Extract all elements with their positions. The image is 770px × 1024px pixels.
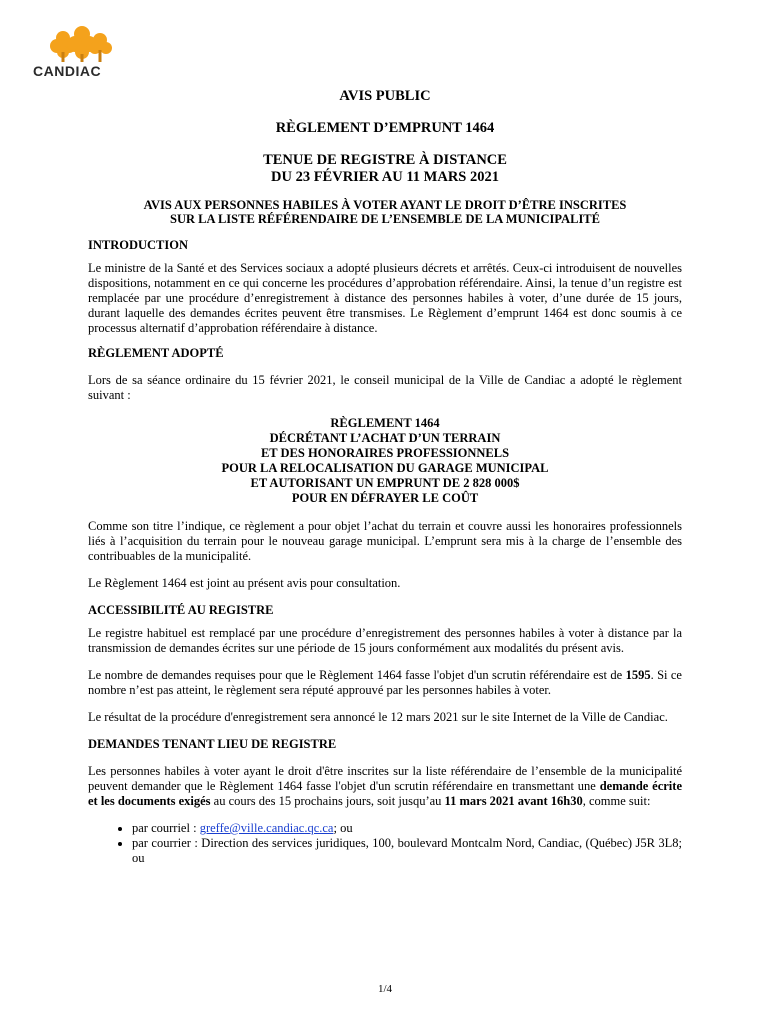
text-fragment: . Si ce nombre n’est pas atteint, le règlement sera réputé approuvé par les personnes habiles à voter. bbox=[88, 668, 682, 697]
list-item-email bbox=[132, 821, 682, 836]
rule-title-line: POUR EN DÉFRAYER LE COÛT bbox=[291, 491, 479, 505]
rule-title-line: ET DES HONORAIRES PROFESSIONNELS bbox=[260, 446, 510, 460]
section-heading-introduction: INTRODUCTION bbox=[88, 238, 189, 252]
doc-title: AVIS PUBLIC bbox=[339, 88, 431, 104]
doc-subtitle-2: SUR LA LISTE RÉFÉRENDAIRE DE L’ENSEMBLE DE LA MUNICIPALITÉ bbox=[170, 212, 600, 226]
text-fragment: par courriel : bbox=[132, 821, 200, 835]
section-heading-access: ACCESSIBILITÉ AU REGISTRE bbox=[88, 603, 274, 617]
page-number: 1/4 bbox=[377, 983, 393, 995]
text-fragment: , comme suit: bbox=[582, 794, 651, 808]
paragraph-rule-object: Comme son titre l’indique, ce règlement a pour objet l’achat du terrain et couvre aussi les honoraires professionnels liés à l’acquisition du terrain pour le nouveau garage municipal. L’emprunt sera mis à la charge de l’ensemble des contribuables de la municipalité. bbox=[88, 519, 682, 563]
document-body bbox=[88, 88, 682, 866]
rule-title-block bbox=[88, 416, 682, 506]
rule-title-line: POUR LA RELOCALISATION DU GARAGE MUNICIPAL bbox=[221, 461, 549, 475]
bold-deadline: 11 mars 2021 avant 16h30 bbox=[444, 794, 583, 808]
submission-methods-list bbox=[88, 821, 682, 866]
paragraph-access-2 bbox=[88, 668, 682, 698]
doc-title-registre: TENUE DE REGISTRE À DISTANCE bbox=[263, 152, 507, 168]
paragraph-access-3: Le résultat de la procédure d'enregistrement sera annoncé le 12 mars 2021 sur le site Internet de la Ville de Candiac. bbox=[88, 710, 668, 724]
paragraph-access-1: Le registre habituel est remplacé par une procédure d’enregistrement des personnes habiles à voter à distance par la transmission de demandes écrites sur une période de 15 jours conformément aux modalités du présent avis. bbox=[88, 626, 682, 655]
bold-required-docs: demande écrite et les documents exigés bbox=[88, 779, 682, 808]
doc-title-reglement: RÈGLEMENT D’EMPRUNT 1464 bbox=[275, 120, 495, 136]
section-heading-requests: DEMANDES TENANT LIEU DE REGISTRE bbox=[88, 737, 337, 751]
rule-title-line: ET AUTORISANT UN EMPRUNT DE 2 828 000$ bbox=[250, 476, 520, 490]
required-requests-count: 1595 bbox=[625, 668, 651, 682]
doc-subtitle-1: AVIS AUX PERSONNES HABILES À VOTER AYANT LE DROIT D’ÊTRE INSCRITES bbox=[143, 198, 627, 212]
paragraph-introduction: Le ministre de la Santé et des Services sociaux a adopté plusieurs décrets et arrêtés. Ceux-ci introduisent de nouvelles dispositions, notamment en ce qui concerne les procédures d’approbation référendaire. Ainsi, la tenue d’un registre est remplacée par une procédure d’enregistrement à distance des personnes habiles à voter, d’une durée de 15 jours, durant laquelle des demandes écrites peuvent être transmises. Le Règlement d’emprunt 1464 est donc soumis à ce processus alternatif d’approbation référendaire à distance. bbox=[88, 261, 682, 335]
text-fragment: Le nombre de demandes requises pour que le Règlement 1464 fasse l'objet d'un scrutin référendaire est de bbox=[88, 668, 626, 682]
text-fragment: ; ou bbox=[333, 821, 353, 835]
rule-title-line: DÉCRÉTANT L’ACHAT D’UN TERRAIN bbox=[269, 431, 501, 445]
email-link[interactable]: greffe@ville.candiac.qc.ca bbox=[199, 821, 334, 835]
paragraph-requests bbox=[88, 764, 682, 809]
text-fragment: au cours des 15 prochains jours, soit jusqu’au bbox=[210, 794, 445, 808]
list-item-mail: • par courrier : Direction des services juridiques, 100, boulevard Montcalm Nord, Candiac, (Québec) J5R 3L8; ou bbox=[132, 836, 682, 866]
doc-title-dates: DU 23 FÉVRIER AU 11 MARS 2021 bbox=[271, 169, 499, 185]
text-fragment: Les personnes habiles à voter ayant le droit d'être inscrites sur la liste référendaire de l’ensemble de la municipalité peuvent demander que le Règlement 1464 fasse l'objet d'un scrutin référendaire en transmettant une bbox=[88, 764, 682, 793]
rule-title-line: RÈGLEMENT 1464 bbox=[330, 416, 440, 430]
section-heading-adopted: RÈGLEMENT ADOPTÉ bbox=[88, 346, 224, 360]
logo-text: CANDIAC bbox=[33, 63, 102, 79]
paragraph-adopted: Lors de sa séance ordinaire du 15 février 2021, le conseil municipal de la Ville de Candiac a adopté le règlement suivant : bbox=[88, 373, 682, 402]
paragraph-rule-attached: Le Règlement 1464 est joint au présent avis pour consultation. bbox=[88, 576, 401, 590]
